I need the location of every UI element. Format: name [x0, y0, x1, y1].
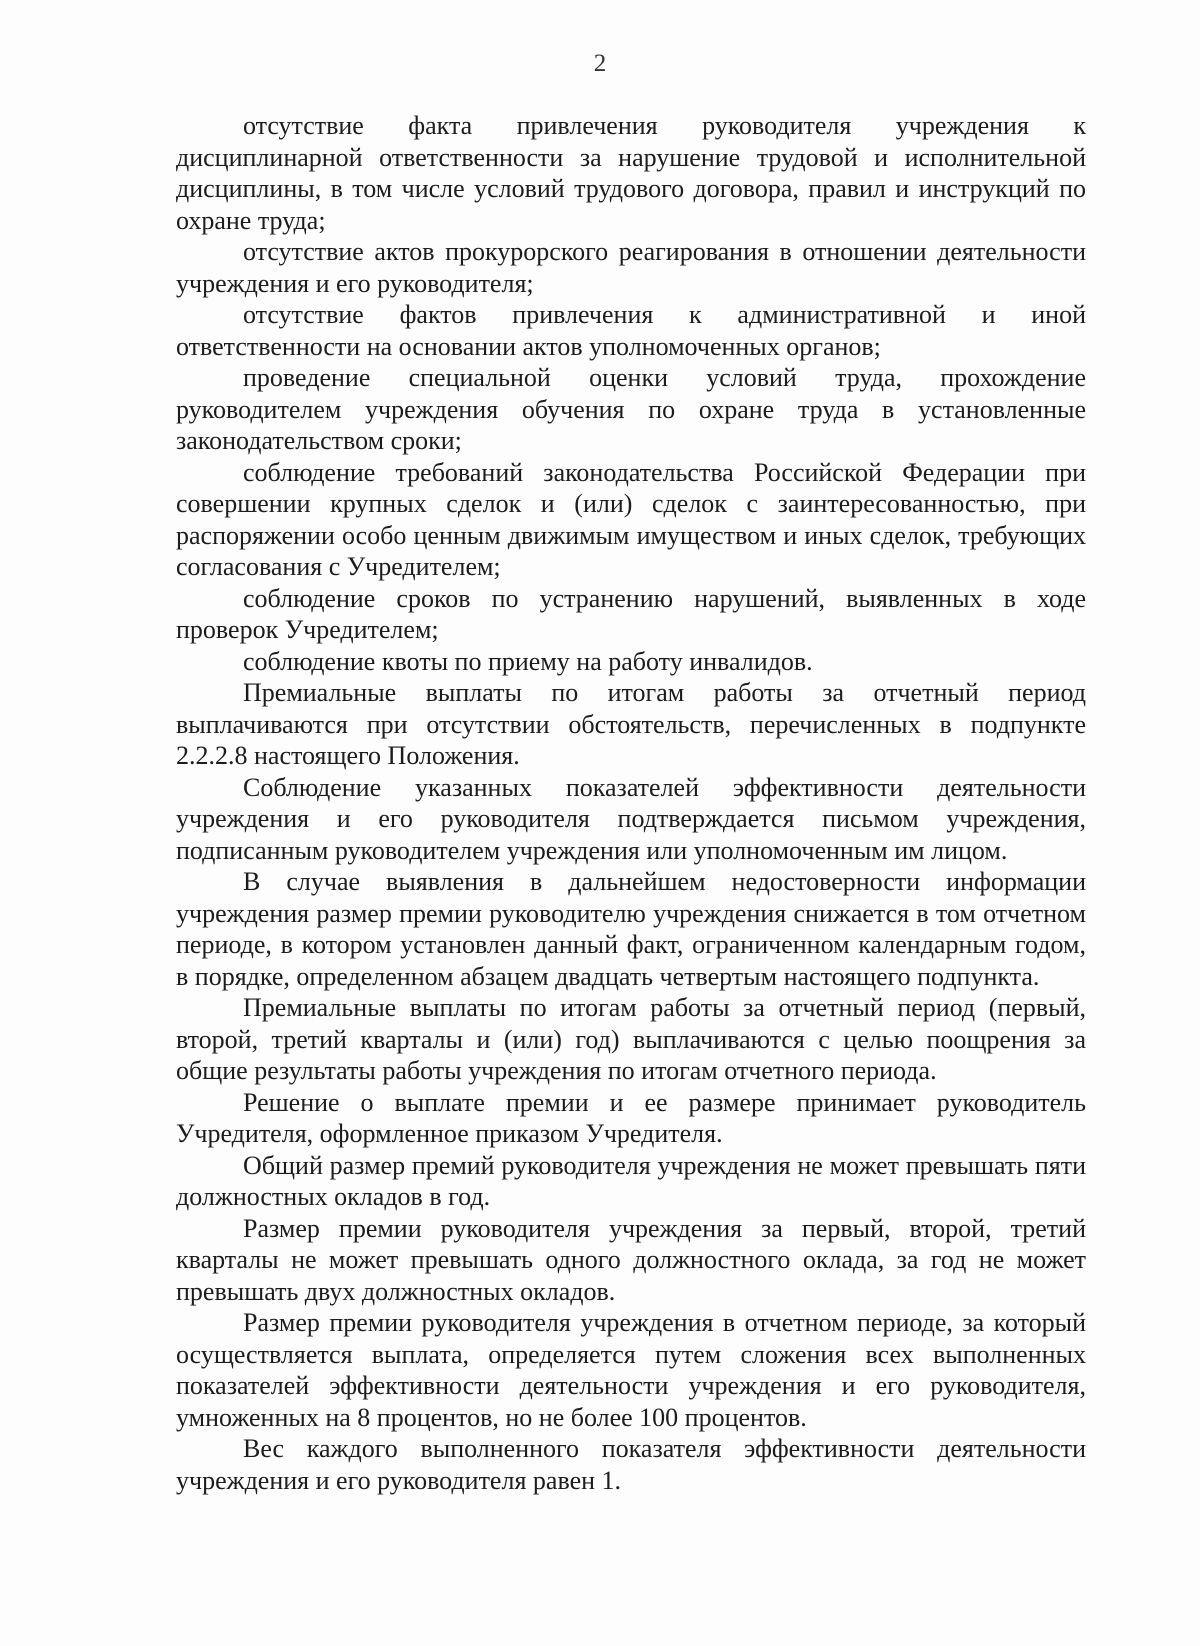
- paragraph: отсутствие актов прокурорского реагирования в отношении деятельности учреждения и его руководителя;: [176, 237, 1086, 298]
- paragraph: Общий размер премий руководителя учреждения не может превышать пяти должностных окладов в год.: [176, 1150, 1086, 1211]
- paragraph: Размер премии руководителя учреждения за первый, второй, третий кварталы не может превышать одного должностного оклада, за год не может превышать двух должностных окладов.: [176, 1213, 1086, 1306]
- paragraph: В случае выявления в дальнейшем недостоверности информации учреждения размер премии руководителю учреждения снижается в том отчетном периоде, в котором установлен данный факт, ограниченном календарным годом, в порядке, определенном абзацем двадцать четвертым настоящего подпункта.: [176, 867, 1086, 991]
- paragraph: Размер премии руководителя учреждения в отчетном периоде, за который осуществляется выплата, определяется путем сложения всех выполненных показателей эффективности деятельности учреждения и его руководителя, умноженных на 8 процентов, но не более 100 процентов.: [176, 1308, 1086, 1432]
- paragraph: соблюдение требований законодательства Российской Федерации при совершении крупных сделок и (или) сделок с заинтересованностью, при распоряжении особо ценным движимым имуществом и иных сделок, требующих согласования с Учредителем;: [176, 457, 1086, 581]
- paragraph: отсутствие фактов привлечения к административной и иной ответственности на основании актов уполномоченных органов;: [176, 300, 1086, 361]
- page-number: 2: [593, 50, 607, 77]
- paragraph: соблюдение сроков по устранению нарушений, выявленных в ходе проверок Учредителем;: [176, 583, 1086, 644]
- document-body: [176, 110, 1086, 1496]
- paragraph: отсутствие факта привлечения руководителя учреждения к дисциплинарной ответственности за нарушение трудовой и исполнительной дисциплины, в том числе условий трудового договора, правил и инструкций по охране труда;: [176, 111, 1086, 235]
- paragraph: Соблюдение указанных показателей эффективности деятельности учреждения и его руководителя подтверждается письмом учреждения, подписанным руководителем учреждения или уполномоченным им лицом.: [176, 772, 1086, 865]
- paragraph: проведение специальной оценки условий труда, прохождение руководителем учреждения обучения по охране труда в установленные законодательством сроки;: [176, 363, 1086, 455]
- paragraph: Решение о выплате премии и ее размере принимает руководитель Учредителя, оформленное приказом Учредителя.: [176, 1087, 1086, 1148]
- paragraph: Вес каждого выполненного показателя эффективности деятельности учреждения и его руководителя равен 1.: [176, 1434, 1086, 1495]
- paragraph: Премиальные выплаты по итогам работы за отчетный период выплачиваются при отсутствии обстоятельств, перечисленных в подпункте 2.2.2.8 настоящего Положения.: [176, 678, 1086, 770]
- paragraph: соблюдение квоты по приему на работу инвалидов.: [243, 646, 813, 676]
- paragraph: Премиальные выплаты по итогам работы за отчетный период (первый, второй, третий кварталы и (или) год) выплачиваются с целью поощрения за общие результаты работы учреждения по итогам отчетного периода.: [176, 993, 1086, 1085]
